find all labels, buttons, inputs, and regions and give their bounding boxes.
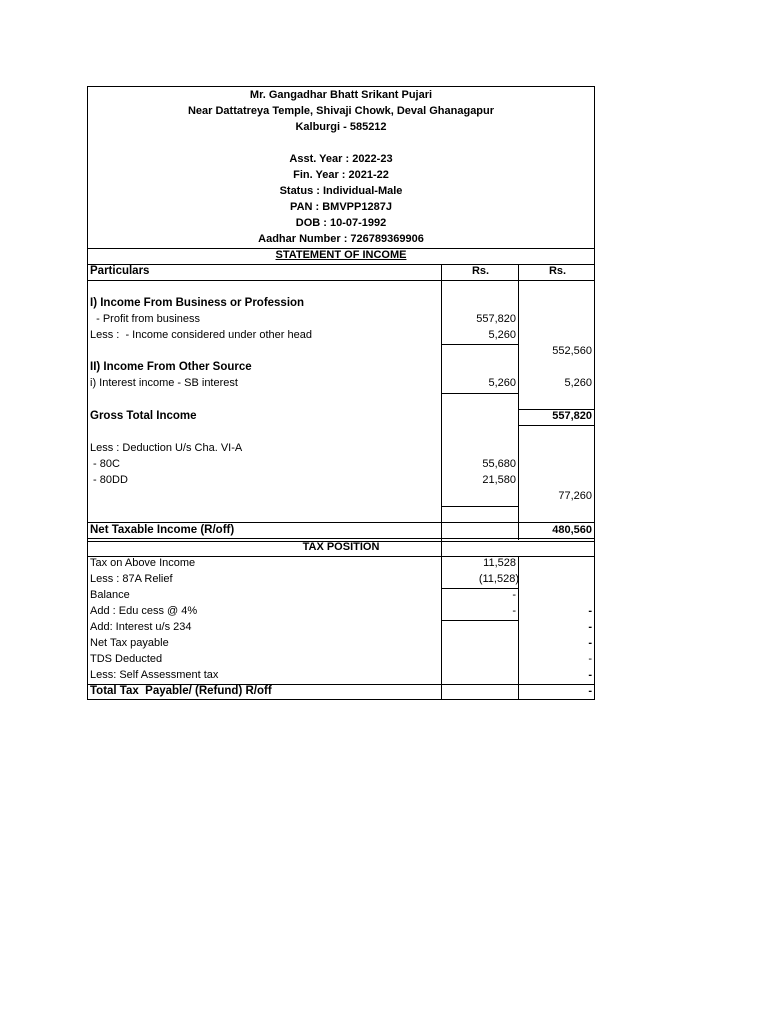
column-header-rs-1: Rs.	[471, 265, 490, 277]
gross-total-income-value: 557,820	[552, 410, 592, 422]
net-taxable-income-label: Net Taxable Income (R/off)	[90, 524, 235, 536]
balance-value: -	[512, 589, 516, 601]
deduction-80c-value: 55,680	[482, 458, 516, 470]
business-income-net: 552,560	[552, 345, 592, 357]
profit-from-business-label: - Profit from business	[90, 313, 201, 325]
profit-from-business-value: 557,820	[476, 313, 516, 325]
tax-on-income-label: Tax on Above Income	[90, 557, 196, 569]
relief-87a-label: Less : 87A Relief	[90, 573, 173, 585]
deduction-80dd-label: - 80DD	[90, 474, 128, 486]
assessee-address-line2: Kalburgi - 585212	[295, 121, 387, 133]
tds-deducted-value: -	[588, 653, 592, 665]
gross-total-income-label: Gross Total Income	[90, 410, 197, 422]
financial-year: Fin. Year : 2021-22	[293, 169, 389, 181]
net-tax-payable-label: Net Tax payable	[90, 637, 169, 649]
self-assessment-tax-label: Less: Self Assessment tax	[90, 669, 219, 681]
income-statement-sheet	[87, 86, 595, 700]
balance-label: Balance	[90, 589, 130, 601]
statement-title: STATEMENT OF INCOME	[275, 249, 407, 261]
interest-234-value: -	[588, 621, 592, 633]
deduction-heading: Less : Deduction U/s Cha. VI-A	[90, 442, 243, 454]
self-assessment-tax-value: -	[588, 669, 592, 681]
interest-income-label: i) Interest income - SB interest	[90, 377, 238, 389]
deduction-80c-label: - 80C	[90, 458, 120, 470]
total-line	[518, 425, 595, 426]
business-income-heading: I) Income From Business or Profession	[90, 297, 305, 309]
net-tax-payable-value: -	[588, 637, 592, 649]
tax-on-income-value: 11,528	[483, 557, 516, 569]
deduction-80dd-value: 21,580	[482, 474, 516, 486]
date-of-birth: DOB : 10-07-1992	[295, 217, 387, 229]
subtotal-line	[441, 393, 518, 394]
edu-cess-value: -	[512, 605, 516, 617]
less-other-head-label: Less : - Income considered under other head	[90, 329, 312, 341]
deduction-total: 77,260	[558, 490, 592, 502]
column-header-rs-2: Rs.	[548, 265, 567, 277]
edu-cess-total: -	[588, 605, 592, 617]
edu-cess-label: Add : Edu cess @ 4%	[90, 605, 198, 617]
subtotal-line	[441, 620, 518, 621]
net-taxable-income-value: 480,560	[552, 524, 592, 536]
pan-number: PAN : BMVPP1287J	[290, 201, 392, 213]
less-other-head-value: 5,260	[488, 329, 516, 341]
assessment-year: Asst. Year : 2022-23	[289, 153, 393, 165]
total-tax-payable-label: Total Tax Payable/ (Refund) R/off	[90, 685, 272, 697]
subtotal-line	[441, 344, 518, 345]
assessee-status: Status : Individual-Male	[279, 185, 403, 197]
total-tax-payable-value: -	[588, 685, 592, 697]
subtotal-line	[441, 506, 518, 507]
other-source-heading: II) Income From Other Source	[90, 361, 252, 373]
interest-income-value: 5,260	[488, 377, 516, 389]
relief-87a-value: (11,528)	[478, 573, 519, 585]
interest-income-total: 5,260	[564, 377, 592, 389]
aadhar-number: Aadhar Number : 726789369906	[258, 233, 424, 245]
interest-234-label: Add: Interest u/s 234	[90, 621, 192, 633]
column-header-particulars: Particulars	[90, 265, 150, 277]
assessee-address-line1: Near Dattatreya Temple, Shivaji Chowk, Deval Ghanagapur	[187, 105, 495, 117]
assessee-name: Mr. Gangadhar Bhatt Srikant Pujari	[249, 89, 433, 101]
tax-position-title: TAX POSITION	[302, 541, 380, 553]
tds-deducted-label: TDS Deducted	[90, 653, 163, 665]
